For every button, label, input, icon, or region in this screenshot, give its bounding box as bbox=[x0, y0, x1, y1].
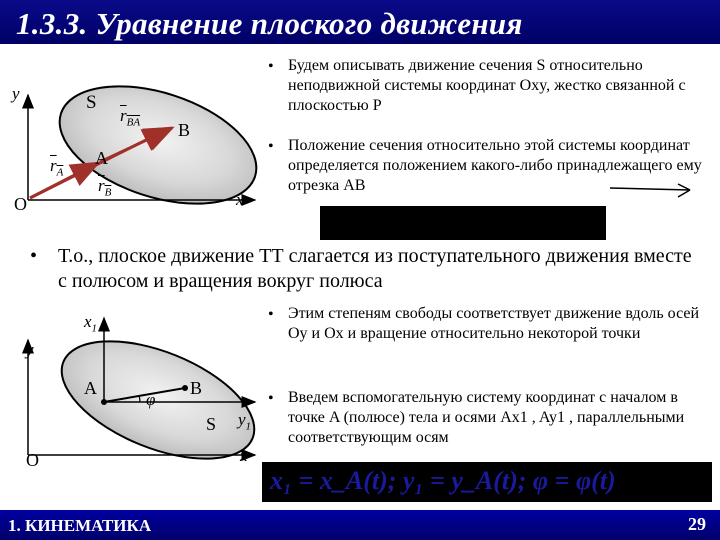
page-number: 29 bbox=[688, 514, 706, 534]
label-x-2: x bbox=[240, 446, 248, 465]
body-ellipse bbox=[45, 317, 270, 482]
label-pole-a: A bbox=[84, 378, 97, 398]
slide-title: 1.3.3. Уравнение плоского движения bbox=[16, 6, 523, 41]
label-phi: φ bbox=[146, 390, 156, 409]
label-point-b: B bbox=[178, 120, 191, 140]
bullet-dot-2: • bbox=[268, 138, 274, 155]
bullet-dot-3: • bbox=[268, 306, 274, 323]
bullet-dot-1: • bbox=[268, 58, 274, 75]
label-rba: $r_{BA}$ bbox=[120, 106, 141, 129]
bullet-dot-4: • bbox=[268, 390, 274, 407]
label-section-s-2: S bbox=[206, 414, 217, 434]
label-y: y bbox=[12, 84, 20, 103]
label-y1: $y_1$ bbox=[238, 410, 252, 433]
redacted-box bbox=[320, 206, 606, 240]
main-bullet-text: Т.о., плоское движение ТТ слагается из поступательного движения вместе с полюсом и вращения вокруг полюса bbox=[58, 245, 692, 292]
label-point-b-2: B bbox=[190, 378, 203, 398]
footer-section: 1. КИНЕМАТИКА bbox=[8, 516, 152, 535]
bullet-text-4: Введем вспомогательную систему координат с началом в точке A (полюсе) тела и осями Ax1 , Ay1 , параллельными соответствующим осям bbox=[288, 389, 685, 446]
bullet-text-2: Положение сечения относительно этой системы координат определяется положением какого-либо принадлежащего ему отрезка AB bbox=[288, 137, 702, 194]
label-y-2: y bbox=[26, 340, 34, 359]
label-rb: $r_B$ bbox=[98, 176, 112, 199]
label-ra: $r_A$ bbox=[50, 156, 64, 179]
label-section-s: S bbox=[86, 92, 97, 113]
bullet-text-1: Будем описывать движение сечения S относительно неподвижной системы координат Oxy, жестко связанной с плоскостью P bbox=[288, 57, 686, 114]
label-origin: O bbox=[14, 194, 27, 214]
label-origin-2: O bbox=[26, 450, 39, 470]
bullet-text-3: Этим степеням свободы соответствует движение вдоль осей Oy и Ox и вращение относительно некоторой точки bbox=[288, 305, 700, 342]
pole-a bbox=[101, 399, 107, 405]
motion-equation: x₁ = x_A(t); y₁ = y_A(t); φ = φ(t) bbox=[270, 466, 616, 495]
main-bullet-dot: • bbox=[30, 245, 38, 267]
label-x1: $x_1$ bbox=[84, 312, 98, 335]
top-diagram bbox=[28, 64, 271, 226]
label-x: x bbox=[236, 190, 244, 209]
label-point-a: A bbox=[95, 148, 108, 168]
point-b bbox=[182, 385, 188, 391]
